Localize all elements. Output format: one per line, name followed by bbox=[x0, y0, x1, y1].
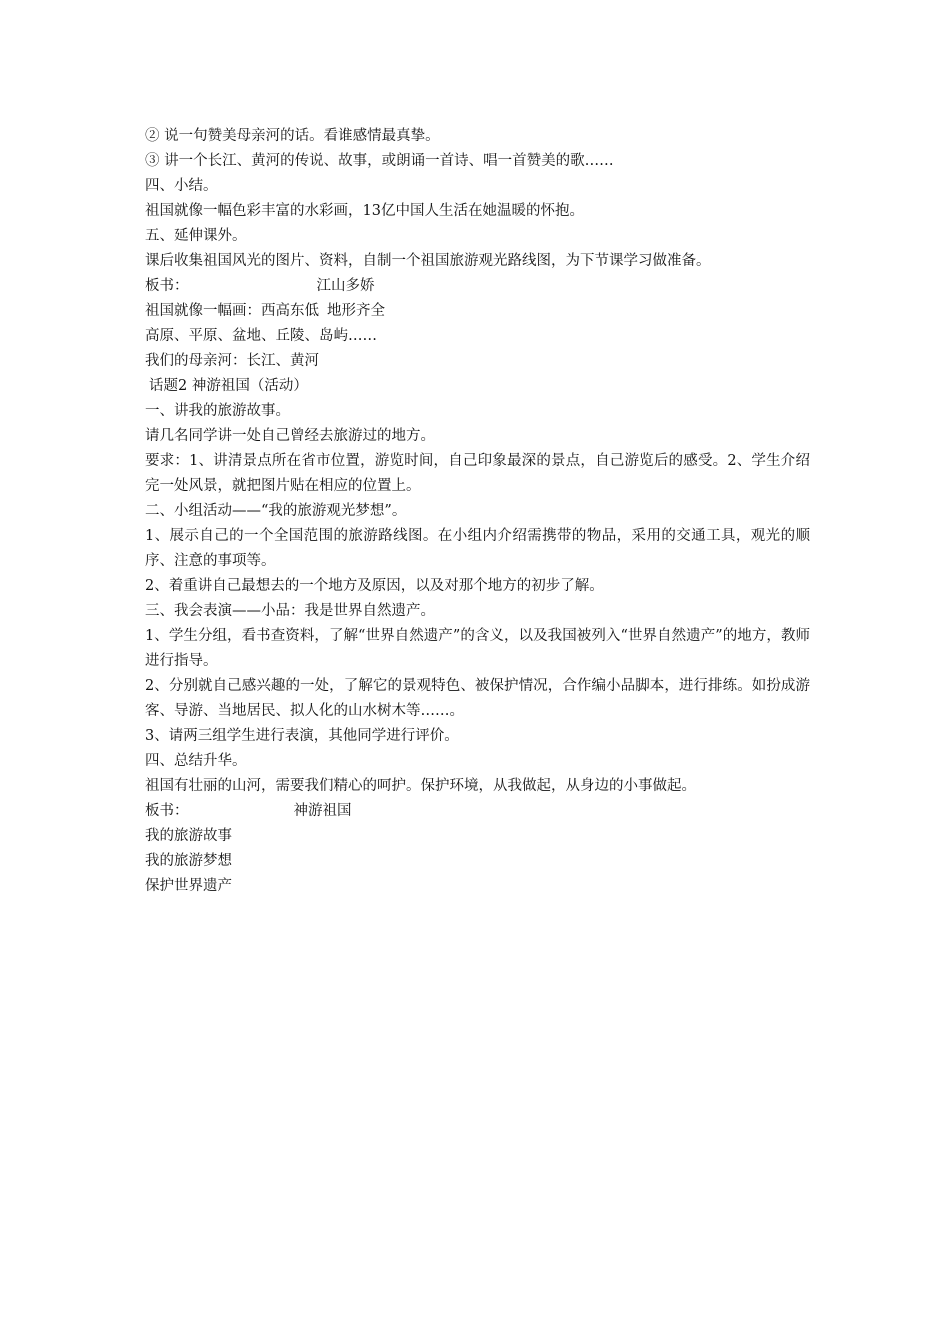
text-line: 课后收集祖国风光的图片、资料，自制一个祖国旅游观光路线图，为下节课学习做准备。 bbox=[145, 253, 711, 269]
section-heading: 四、小结。 bbox=[145, 178, 218, 194]
text-paragraph: 1、学生分组，看书查资料，了解“世界自然遗产”的含义，以及我国被列入“世界自然遗产”的地方，教师进行指导。 bbox=[145, 628, 810, 669]
text-paragraph: 2、分别就自己感兴趣的一处，了解它的景观特色、被保护情况，合作编小品脚本，进行排练。如扮成游客、导游、当地居民、拟人化的山水树木等……。 bbox=[145, 678, 810, 719]
blackboard-line bbox=[145, 274, 810, 299]
blackboard-line bbox=[145, 799, 810, 824]
document-body bbox=[145, 124, 810, 899]
text-paragraph: 要求：1、讲清景点所在省市位置，游览时间，自己印象最深的景点，自己游览后的感受。2、学生介绍完一处风景，就把图片贴在相应的位置上。 bbox=[145, 453, 810, 494]
text-line: 祖国就像一幅色彩丰富的水彩画，13亿中国人生活在她温暖的怀抱。 bbox=[145, 203, 584, 219]
section-heading: 二、小组活动——“我的旅游观光梦想”。 bbox=[145, 503, 407, 519]
topic-heading: 话题2 神游祖国（活动） bbox=[149, 378, 308, 394]
text-paragraph: 1、展示自己的一个全国范围的旅游路线图。在小组内介绍需携带的物品，采用的交通工具，观光的顺序、注意的事项等。 bbox=[145, 528, 810, 569]
text-line: 2、着重讲自己最想去的一个地方及原因，以及对那个地方的初步了解。 bbox=[145, 578, 604, 594]
section-heading: 一、讲我的旅游故事。 bbox=[145, 403, 290, 419]
blackboard-item: 我的旅游故事 bbox=[145, 828, 232, 844]
text-line: 我们的母亲河：长江、黄河 bbox=[145, 353, 319, 369]
blackboard-item: 我的旅游梦想 bbox=[145, 853, 232, 869]
section-heading: 四、总结升华。 bbox=[145, 753, 247, 769]
text-line: ③ 讲一个长江、黄河的传说、故事，或朗诵一首诗、唱一首赞美的歌…… bbox=[145, 153, 614, 169]
text-segment: 地形齐全 bbox=[327, 303, 385, 319]
blackboard-item: 保护世界遗产 bbox=[145, 878, 232, 894]
text-line: 祖国有壮丽的山河，需要我们精心的呵护。保护环境，从我做起，从身边的小事做起。 bbox=[145, 778, 696, 794]
blackboard-title: 江山多娇 bbox=[316, 278, 375, 294]
blackboard-label: 板书： bbox=[145, 278, 189, 294]
text-line bbox=[145, 299, 810, 324]
text-line: 3、请两三组学生进行表演，其他同学进行评价。 bbox=[145, 728, 459, 744]
text-line: ② 说一句赞美母亲河的话。看谁感情最真挚。 bbox=[145, 128, 440, 144]
blackboard-title: 神游祖国 bbox=[293, 803, 352, 819]
section-heading: 五、延伸课外。 bbox=[145, 228, 247, 244]
text-line: 请几名同学讲一处自己曾经去旅游过的地方。 bbox=[145, 428, 435, 444]
text-line: 高原、平原、盆地、丘陵、岛屿…… bbox=[145, 328, 377, 344]
blackboard-label: 板书： bbox=[145, 803, 189, 819]
text-segment: 祖国就像一幅画：西高东低 bbox=[145, 303, 319, 319]
section-heading: 三、我会表演——小品：我是世界自然遗产。 bbox=[145, 603, 435, 619]
